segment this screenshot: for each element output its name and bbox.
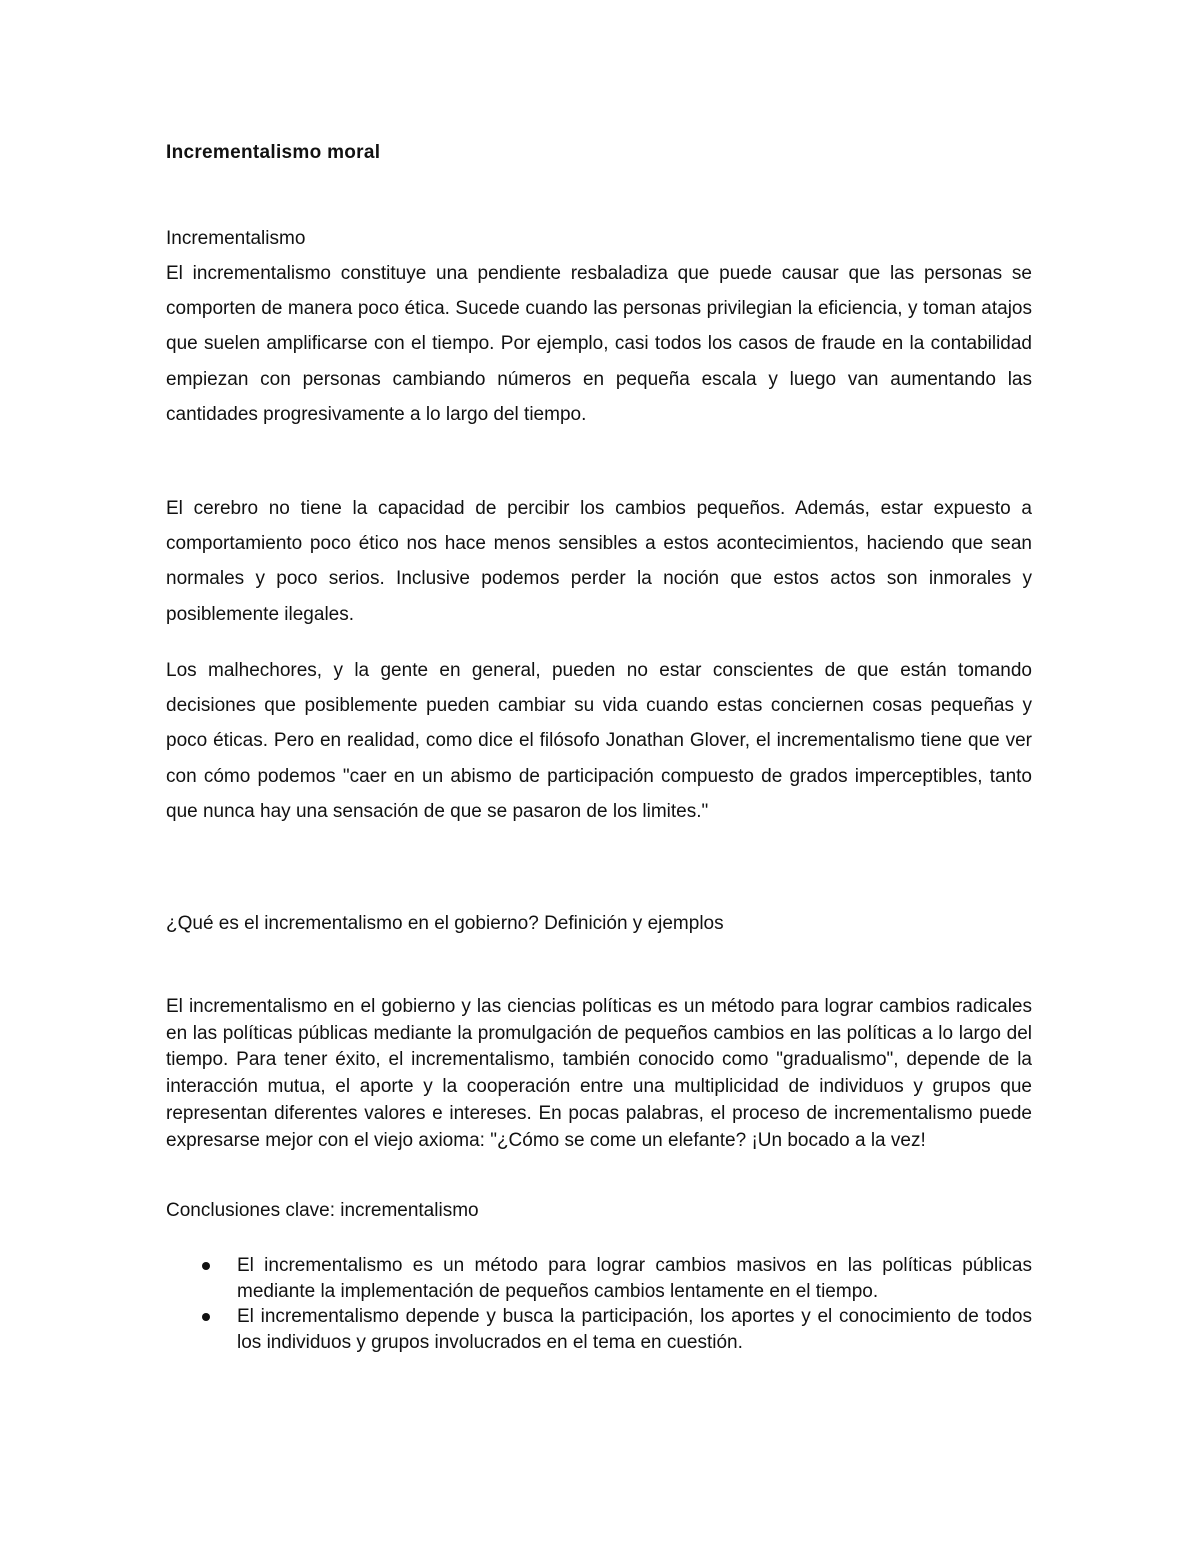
section-heading-gobierno: ¿Qué es el incrementalismo en el gobierno? Definición y ejemplos	[166, 913, 724, 934]
list-item-text: El incrementalismo depende y busca la participación, los aportes y el conocimiento de todos los individuos y grupos involucrados en el tema en cuestión.	[237, 1306, 1032, 1353]
paragraph-1: El incrementalismo constituye una pendiente resbaladiza que puede causar que las personas se comporten de manera poco ética. Sucede cuando las personas privilegian la eficiencia, y toman atajos que suelen amplificarse con el tiempo. Por ejemplo, casi todos los casos de fraude en la contabilidad empiezan con personas cambiando números en pequeña escala y luego van aumentando las cantidades progresivamente a lo largo del tiempo.	[166, 263, 1032, 425]
list-item-text: El incrementalismo es un método para lograr cambios masivos en las políticas públicas mediante la implementación de pequeños cambios lentamente en el tiempo.	[237, 1255, 1032, 1302]
section-heading-incrementalismo: Incrementalismo	[166, 228, 306, 249]
bullet-icon	[202, 1313, 210, 1321]
document-title: Incrementalismo moral	[166, 142, 381, 163]
conclusions-list	[166, 1253, 1032, 1355]
paragraph-gobierno: El incrementalismo en el gobierno y las ciencias políticas es un método para lograr cambios radicales en las políticas públicas mediante la promulgación de pequeños cambios en las políticas a lo largo del tiempo. Para tener éxito, el incrementalismo, también conocido como "gradualismo", depende de la interacción mutua, el aporte y la cooperación entre una multiplicidad de individuos y grupos que representan diferentes valores e intereses. En pocas palabras, el proceso de incrementalismo puede expresarse mejor con el viejo axioma: "¿Cómo se come un elefante? ¡Un bocado a la vez!	[166, 996, 1032, 1151]
bullet-icon	[202, 1262, 210, 1270]
paragraph-3: Los malhechores, y la gente en general, pueden no estar conscientes de que están tomando decisiones que posiblemente pueden cambiar su vida cuando estas conciernen cosas pequeñas y poco éticas. Pero en realidad, como dice el filósofo Jonathan Glover, el incrementalismo tiene que ver con cómo podemos "caer en un abismo de participación compuesto de grados imperceptibles, tanto que nunca hay una sensación de que se pasaron de los limites."	[166, 660, 1032, 822]
list-item	[166, 1304, 1032, 1355]
paragraph-2: El cerebro no tiene la capacidad de percibir los cambios pequeños. Además, estar expuesto a comportamiento poco ético nos hace menos sensibles a estos acontecimientos, haciendo que sean normales y poco serios. Inclusive podemos perder la noción que estos actos son inmorales y posiblemente ilegales.	[166, 498, 1032, 625]
conclusions-heading: Conclusiones clave: incrementalismo	[166, 1200, 479, 1221]
list-item	[166, 1253, 1032, 1304]
